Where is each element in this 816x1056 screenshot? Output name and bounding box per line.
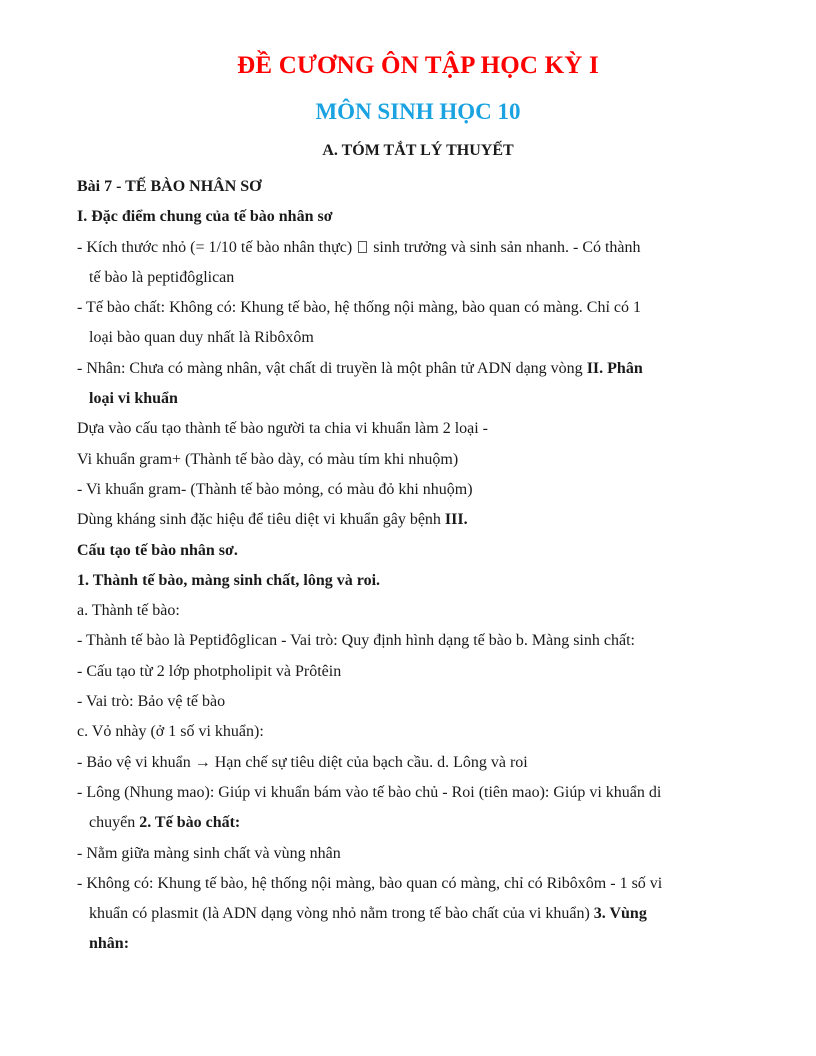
paragraph-line — [77, 505, 727, 535]
lesson-heading — [77, 172, 727, 202]
paragraph-line: - Không có: Khung tế bào, hệ thống nội màng, bào quan có màng, chỉ có Ribôxôm - 1 số vi — [77, 874, 663, 892]
paragraph-line: - Bảo vệ vi khuẩn → Hạn chế sự tiêu diệt của bạch cầu. d. Lông và roi — [77, 753, 528, 771]
text-run: - Nhân: Chưa có màng nhân, vật chất di truyền là một phân tử ADN dạng vòng — [77, 359, 583, 377]
paragraph-line — [77, 808, 727, 838]
text-run: khuẩn có plasmit (là ADN dạng vòng nhỏ nằm trong tế bào chất của vi khuẩn) — [89, 905, 590, 923]
section-heading: A. TÓM TẮT LÝ THUYẾT — [322, 142, 514, 159]
paragraph-line: - Thành tế bào là Peptiđôglican - Vai trò: Quy định hình dạng tế bào b. Màng sinh chất: — [77, 632, 635, 650]
paragraph-line — [77, 384, 727, 414]
paragraph-line: Dựa vào cấu tạo thành tế bào người ta chia vi khuẩn làm 2 loại - — [77, 420, 489, 438]
document-body — [77, 172, 727, 960]
paragraph-line — [77, 929, 727, 959]
paragraph-line: tế bào là peptiđôglican — [89, 268, 235, 286]
paragraph-line — [77, 354, 727, 384]
paragraph-line: - Nằm giữa màng sinh chất và vùng nhân — [77, 844, 341, 862]
bold-run: III. — [444, 511, 468, 529]
bold-run: nhân: — [89, 935, 130, 953]
text-run: - Kích thước nhỏ (= 1/10 tế bào nhân thực) — [77, 238, 353, 256]
document-subtitle: MÔN SINH HỌC 10 — [315, 99, 521, 124]
paragraph-line: - Vai trò: Bảo vệ tế bào — [77, 693, 226, 711]
paragraph-line: c. Vỏ nhày (ở 1 số vi khuẩn): — [77, 723, 264, 741]
paragraph-line: a. Thành tế bào: — [77, 602, 180, 620]
subsection-title: I. Đặc điểm chung của tế bào nhân sơ — [77, 208, 333, 226]
text-run: sinh trưởng và sinh sản nhanh. - Có thành — [373, 238, 641, 256]
missing-glyph-icon — [358, 241, 367, 253]
paragraph-line — [77, 566, 727, 596]
bold-run: loại vi khuẩn — [89, 390, 178, 408]
paragraph-line: - Tế bào chất: Không có: Khung tế bào, hệ thống nội màng, bào quan có màng. Chỉ có 1 — [77, 299, 642, 317]
paragraph-line — [77, 233, 727, 263]
paragraph-line — [77, 536, 727, 566]
text-run: Dùng kháng sinh đặc hiệu để tiêu diệt vi khuẩn gây bệnh — [77, 511, 441, 529]
bold-run: Cấu tạo tế bào nhân sơ. — [77, 541, 238, 559]
bold-run: 2. Tế bào chất: — [139, 814, 241, 832]
bold-run: 3. Vùng — [593, 905, 647, 923]
subsection-heading — [77, 202, 727, 232]
lesson-title: Bài 7 - TẾ BÀO NHÂN SƠ — [77, 178, 262, 195]
paragraph-line: - Lông (Nhung mao): Giúp vi khuẩn bám vào tế bào chủ - Roi (tiên mao): Giúp vi khuẩn di — [77, 783, 662, 801]
paragraph-line: Vi khuẩn gram+ (Thành tế bào dày, có màu tím khi nhuộm) — [77, 450, 459, 468]
paragraph-line: - Vi khuẩn gram- (Thành tế bào mỏng, có màu đỏ khi nhuộm) — [77, 480, 473, 498]
document-title: ĐỀ CƯƠNG ÔN TẬP HỌC KỲ I — [237, 52, 599, 79]
text-run: chuyển — [89, 814, 136, 832]
paragraph-line: - Cấu tạo từ 2 lớp photpholipit và Prôtêin — [77, 662, 342, 680]
paragraph-line — [77, 899, 727, 929]
bold-run: 1. Thành tế bào, màng sinh chất, lông và roi. — [77, 571, 381, 589]
bold-run: II. Phân — [586, 359, 643, 377]
paragraph-line: loại bào quan duy nhất là Ribôxôm — [89, 329, 314, 347]
